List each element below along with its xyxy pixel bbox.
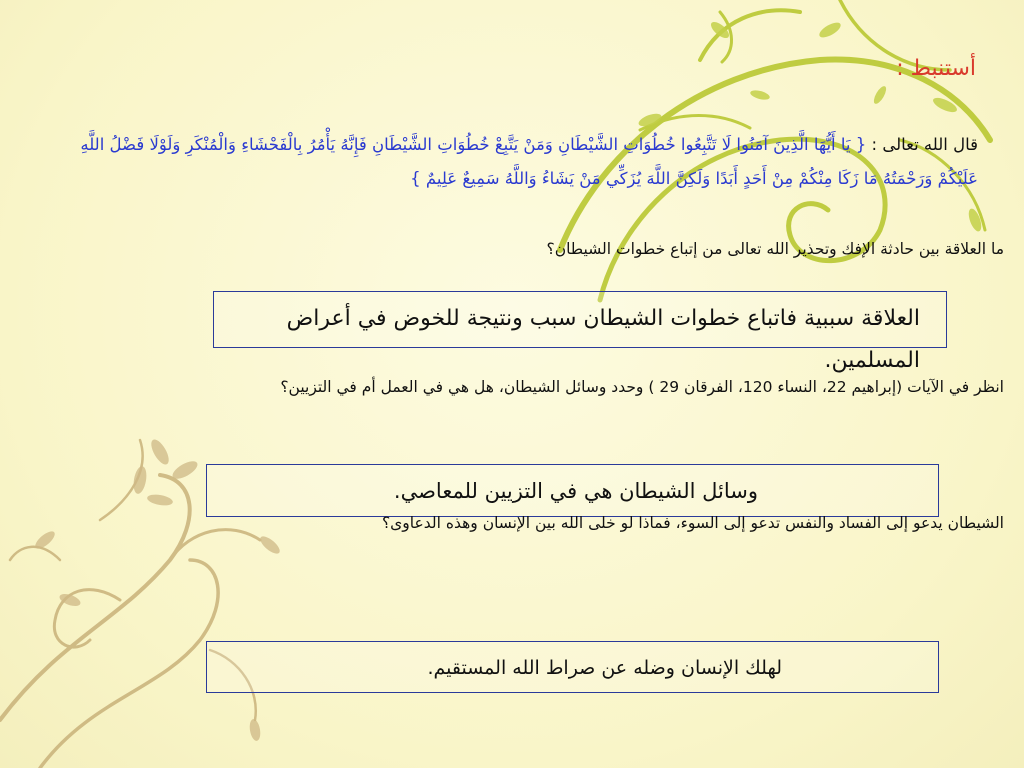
- question-2: انظر في الآيات (إبراهيم 22، النساء 120، الفرقان 29 ) وحدد وسائل الشيطان، هل هي في العمل أم في التزيين؟: [280, 378, 1004, 396]
- answer-3-text: لهلك الإنسان وضله عن صراط الله المستقيم.: [427, 657, 782, 679]
- page-title: أستنبط :: [896, 56, 976, 81]
- verse-text: { يَا أَيُّهَا الَّذِينَ آمَنُوا لَا تَتَّبِعُوا خُطُوَاتِ الشَّيْطَانِ وَمَنْ يَتَّبِعْ خُطُوَاتِ الشَّيْطَانِ فَإِنَّهُ يَأْمُرُ بِالْفَحْشَاءِ وَالْمُنْكَرِ وَلَوْلَا فَضْلُ اللَّهِ عَلَيْكُمْ وَرَحْمَتُهُ مَا زَكَا مِنْكُمْ مِنْ أَحَدٍ أَبَدًا وَلَكِنَّ اللَّهَ يُزَكِّي مَنْ يَشَاءُ وَاللَّهُ سَمِيعٌ عَلِيمٌ }: [80, 135, 978, 188]
- question-1: ما العلاقة بين حادثة الإفك وتحذير الله تعالى من إتباع خطوات الشيطان؟: [546, 240, 1004, 258]
- quran-verse: [38, 128, 978, 196]
- answer-1-text: العلاقة سببية فاتباع خطوات الشيطان سبب ونتيجة للخوض في أعراض المسلمين.: [286, 306, 920, 373]
- green-leaves: [637, 19, 984, 233]
- answer-box-1: [213, 291, 947, 373]
- answer-2-text: وسائل الشيطان هي في التزيين للمعاصي.: [393, 479, 758, 503]
- answer-box-3: [206, 641, 939, 693]
- question-3: الشيطان يدعو إلى الفساد والنفس تدعو إلى السوء، فماذا لو خلى الله بين الإنسان وهذه الدعاوى؟: [381, 514, 1004, 532]
- answer-box-2: [206, 464, 939, 517]
- verse-intro: قال الله تعالى :: [866, 135, 978, 154]
